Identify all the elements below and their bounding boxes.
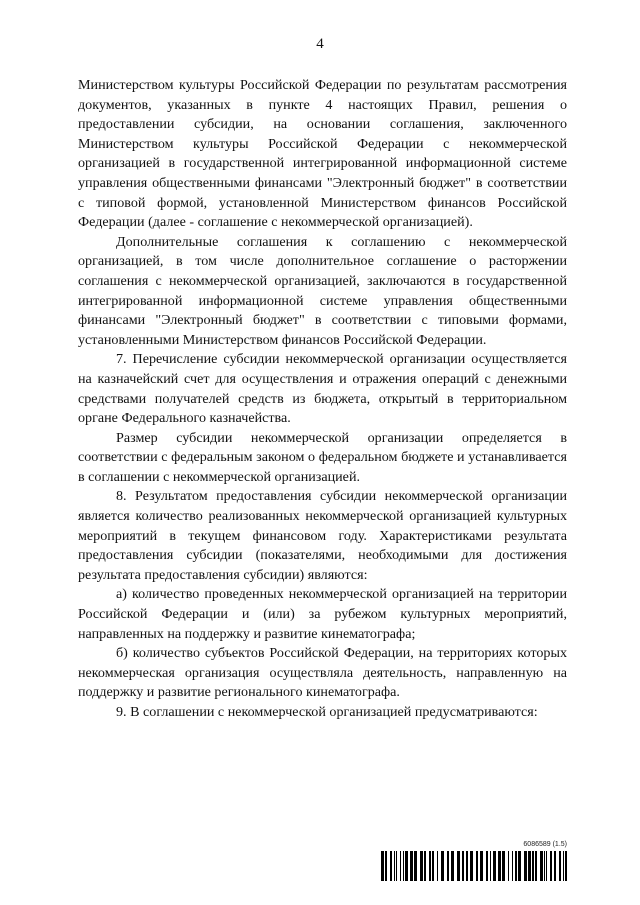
paragraph: Размер субсидии некоммерческой организации определяется в соответствии с федеральным законом о федеральном бюджете и устанавливается в соглашении с некоммерческой организацией. [78, 429, 567, 485]
paragraph: 8. Результатом предоставления субсидии некоммерческой организации является количество реализованных некоммерческой организацией культурных мероприятий в текущем финансовом году. Характеристиками результата предоставления субсидии (показателями, необходимыми для достижения результата предоставления субсидии) являются: [78, 488, 567, 583]
page-number: 4 [316, 36, 324, 52]
paragraph: Министерством культуры Российской Федерации по результатам рассмотрения документов, указанных в пункте 4 настоящих Правил, решения о предоставлении субсидии, на основании соглашения, заключенного Министерством культуры Российской Федерации с некоммерческой организацией в государственной интегрированной информационной системе управления общественными финансами "Электронный бюджет" в соответствии с типовой формой, установленной Министерством финансов Российской Федерации (далее - соглашение с некоммерческой организацией). [78, 77, 567, 231]
document-code: 6086589 (1.5) [523, 841, 567, 848]
paragraph: а) количество проведенных некоммерческой организацией на территории Российской Федерации и (или) за рубежом культурных мероприятий, направленных на поддержку и развитие кинематографа; [78, 586, 567, 642]
paragraph: б) количество субъектов Российской Федерации, на территориях которых некоммерческая организация осуществляла деятельность, направленную на поддержку и развитие регионального кинематографа. [78, 645, 567, 701]
barcode-icon [381, 851, 567, 881]
footer [381, 841, 567, 881]
paragraph: 9. В соглашении с некоммерческой организацией предусматриваются: [116, 704, 538, 720]
document-body [78, 76, 567, 723]
paragraph: 7. Перечисление субсидии некоммерческой организации осуществляется на казначейский счет для осуществления и отражения операций с денежными средствами получателей средств из бюджета, открытый в территориальном органе Федерального казначейства. [78, 351, 567, 427]
paragraph: Дополнительные соглашения к соглашению с некоммерческой организацией, в том числе дополнительное соглашение о расторжении соглашения с некоммерческой организацией, заключаются в государственной интегрированной информационной системе управления общественными финансами "Электронный бюджет" в соответствии с типовыми формами, установленными Министерством финансов Российской Федерации. [78, 233, 567, 348]
